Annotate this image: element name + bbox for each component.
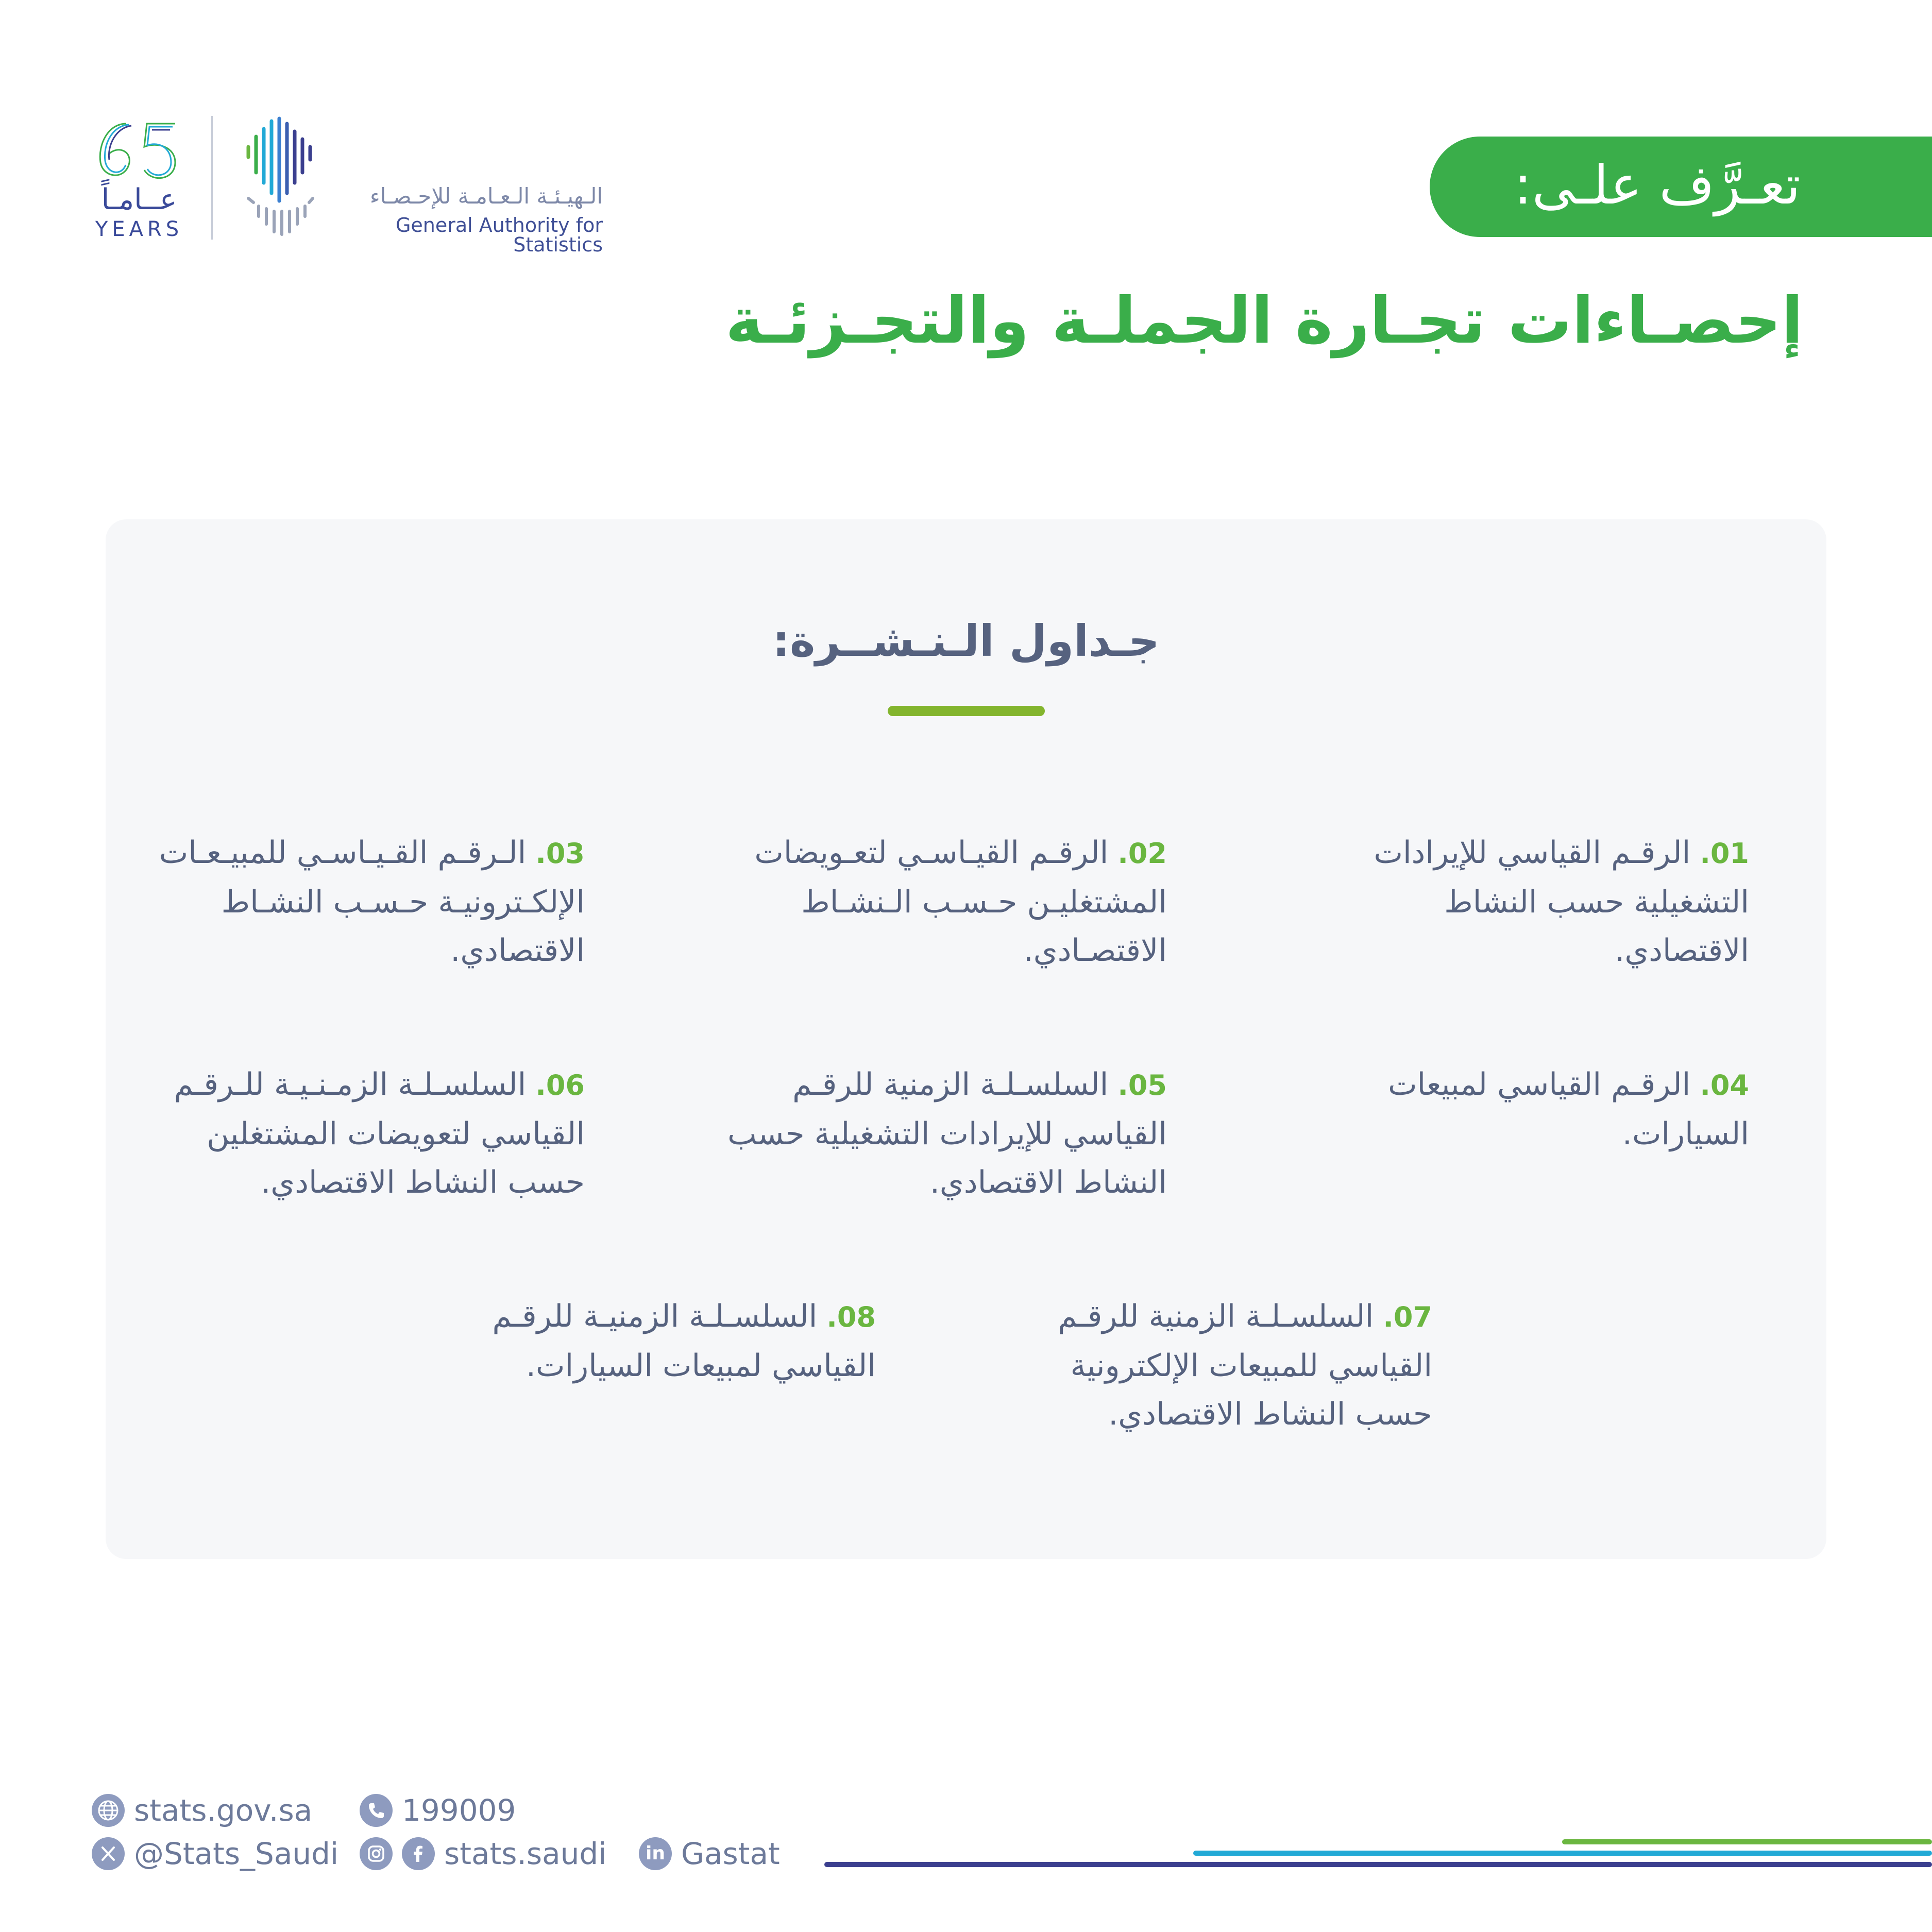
twitter-text[interactable]: @Stats_Saudi — [134, 1836, 339, 1871]
linkedin-icon: in — [639, 1837, 672, 1870]
website-text[interactable]: stats.gov.sa — [134, 1793, 313, 1828]
footer-line-cyan — [1193, 1851, 1932, 1856]
item-number: 03. — [535, 837, 585, 870]
item-number: 08. — [826, 1301, 876, 1333]
anniversary-logo — [88, 113, 191, 242]
item-text: الرقـم القيـاسـي لتعـويضات المشتغليـن حـسـب الـنشـاط الاقتصـادي. — [754, 835, 1167, 969]
item-text: السلسـلـة الزمنية للرقـم القياسي للإيرادات التشغيلية حسب النشاط الاقتصادي. — [727, 1066, 1167, 1200]
logo-divider — [211, 116, 213, 240]
website-contact[interactable] — [92, 1794, 312, 1827]
item-number: 02. — [1117, 837, 1167, 870]
anniversary-english: YEARS — [95, 217, 183, 241]
list-item — [131, 828, 585, 975]
gastat-logo-icon — [238, 116, 326, 240]
x-icon — [92, 1837, 125, 1870]
item-text: السلسـلـة الزمنية للرقـم القياسي للمبيعات الإلكترونية حسب النشاط الاقتصادي. — [1058, 1298, 1432, 1432]
anniversary-arabic: عــامـاً — [101, 183, 177, 216]
footer-line-navy — [824, 1862, 1932, 1867]
item-text: السلسـلـة الزمـنـيـة للـرقـم القياسي لتعويضات المشتغلين حسب النشاط الاقتصادي. — [174, 1066, 585, 1200]
list-item — [1358, 828, 1749, 975]
item-text: الرقـم القياسي لمبيعات السيارات. — [1388, 1066, 1749, 1152]
item-text: الرقـم القياسي للإيرادات التشغيلية حسب النشاط الاقتصادي. — [1374, 835, 1749, 969]
page-title: إحصـاءات تجـارة الجملـة والتجـزئـة — [725, 284, 1803, 358]
social-contact[interactable] — [360, 1837, 606, 1870]
facebook-icon — [402, 1837, 435, 1870]
instagram-icon — [360, 1837, 393, 1870]
learn-about-label: تعـرَّف علـى: — [1514, 154, 1801, 216]
phone-icon — [360, 1794, 393, 1827]
item-number: 06. — [535, 1069, 585, 1101]
authority-name-english: General Authority for Statistics — [395, 214, 603, 256]
authority-name-arabic: الـهيـئـة الـعـامـة للإحـصـاء — [369, 183, 603, 209]
item-number: 01. — [1700, 837, 1749, 870]
anniversary-number-graphic — [88, 113, 191, 191]
list-item — [131, 1060, 585, 1207]
list-item — [433, 1292, 876, 1390]
item-number: 04. — [1700, 1069, 1749, 1101]
social-text[interactable]: stats.saudi — [444, 1836, 607, 1871]
item-text: الـرقـم القـيـاسـي للمبيـعـات الإلكـترونيـة حـسـب النشـاط الاقتصادي. — [159, 835, 585, 969]
globe-icon — [92, 1794, 125, 1827]
tables-card — [106, 519, 1826, 1559]
list-item — [724, 828, 1167, 975]
phone-text[interactable]: 199009 — [402, 1793, 516, 1828]
list-item — [989, 1292, 1432, 1438]
list-item — [724, 1060, 1167, 1207]
footer-line-green — [1562, 1839, 1932, 1844]
item-number: 05. — [1117, 1069, 1167, 1101]
twitter-contact[interactable] — [92, 1837, 338, 1870]
title-underline — [888, 706, 1045, 716]
phone-contact[interactable] — [360, 1794, 516, 1827]
card-title: جـداول الـنـشــرة: — [772, 616, 1160, 666]
linkedin-text[interactable]: Gastat — [681, 1836, 780, 1871]
linkedin-contact[interactable] — [639, 1837, 780, 1870]
learn-about-pill — [1430, 137, 1932, 237]
item-text: السلسـلـة الزمنيـة للرقـم القياسي لمبيعات السيارات. — [492, 1298, 876, 1384]
item-number: 07. — [1383, 1301, 1432, 1333]
list-item — [1358, 1060, 1749, 1158]
